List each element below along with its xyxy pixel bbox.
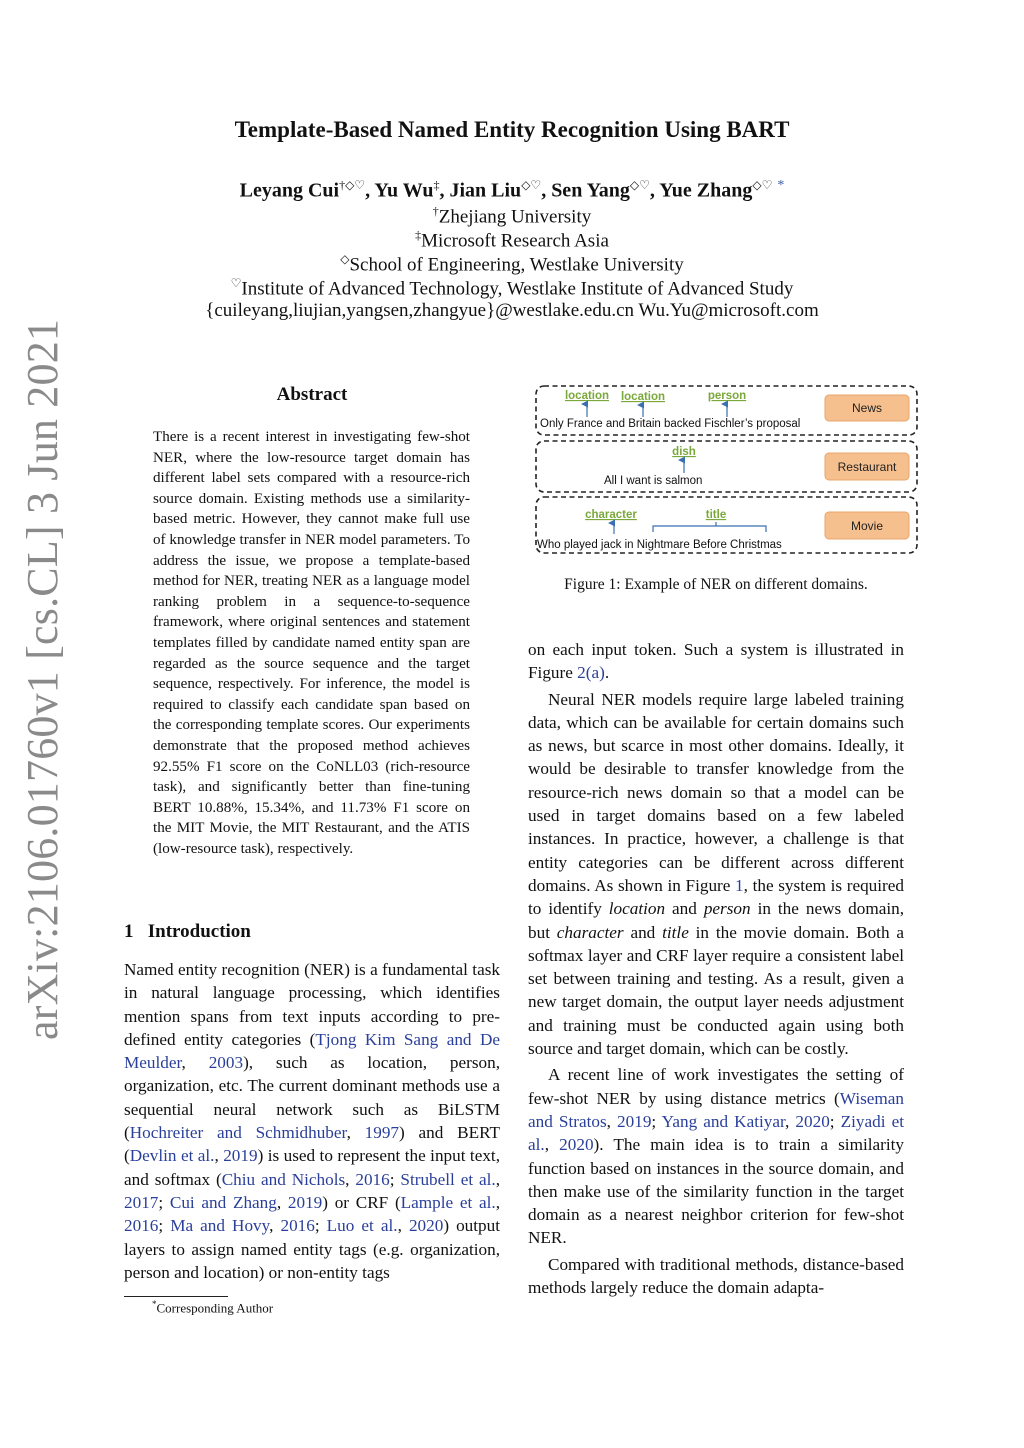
body-text: and	[665, 899, 704, 919]
paragraph	[528, 1063, 904, 1249]
body-text: ;	[651, 1111, 662, 1131]
figure-caption: Figure 1: Example of NER on different domains.	[564, 576, 868, 593]
domain-name: Movie	[850, 519, 884, 533]
entity-label: location	[620, 391, 666, 403]
citation-link[interactable]: Strubell et al.	[400, 1169, 496, 1189]
section-number: 1	[124, 921, 134, 942]
figure-1-diagram	[528, 380, 928, 560]
affiliation	[0, 204, 1024, 228]
body-text: ;	[314, 1216, 327, 1236]
body-text: ,	[269, 1216, 281, 1236]
span-bracket	[653, 526, 766, 532]
citation-link[interactable]: Hochreiter and Schmidhuber	[129, 1123, 347, 1143]
author-mark: ‡	[433, 178, 440, 192]
citation-link[interactable]: Tjong Kim Sang and De Meulder	[124, 1029, 500, 1073]
affiliation-mark: ◇	[340, 252, 350, 266]
author-mark: †◇♡	[339, 178, 366, 192]
affiliation-text: School of Engineering, Westlake University	[349, 254, 684, 276]
body-text: , the system is required to identify	[528, 875, 904, 919]
italic-term: character	[556, 922, 624, 942]
body-text: ) output layers to assign named entity tags (e.g. organization, person and location) or non-entity tags	[124, 1216, 501, 1282]
citation-link[interactable]: Devlin et al.	[129, 1146, 215, 1166]
italic-term: person	[703, 899, 751, 919]
paragraph	[528, 1253, 904, 1300]
author-mark: ◇♡	[521, 178, 542, 192]
paragraph	[528, 638, 904, 685]
citation-year-link[interactable]: 2020	[559, 1135, 594, 1155]
citation-year-link[interactable]: 2016	[124, 1216, 159, 1236]
italic-term: title	[662, 922, 689, 942]
citation-year-link[interactable]: 2019	[287, 1192, 323, 1212]
entity-label: character	[585, 509, 637, 521]
body-text: .	[604, 663, 610, 683]
affiliation-text: Institute of Advanced Technology, Westlake Institute of Advanced Study	[241, 278, 794, 300]
domain-name: Restaurant	[837, 460, 897, 474]
body-text: ,	[495, 1169, 501, 1189]
author-name: Sen Yang	[551, 179, 630, 202]
author-list: Leyang Cui†◇♡, Yu Wu‡, Jian Liu◇♡, Sen Yang◇♡, Yue Zhang◇♡ *	[239, 178, 785, 202]
body-text: ,	[785, 1111, 796, 1131]
right-column-text	[528, 638, 904, 1299]
citation-link[interactable]: Lample et al.	[400, 1192, 496, 1212]
section-title: Introduction	[147, 921, 251, 942]
body-text: ;	[829, 1111, 841, 1131]
author-emails: {cuileyang,liujian,yangsen,zhangyue}@westlake.edu.cn Wu.Yu@microsoft.com	[205, 300, 819, 321]
body-text: ,	[181, 1053, 209, 1073]
entity-label: person	[707, 390, 747, 402]
body-text: ) or CRF (	[322, 1192, 401, 1212]
paragraph	[528, 688, 904, 1061]
citation-year-link[interactable]: 2003	[208, 1053, 244, 1073]
affiliation	[0, 228, 1024, 252]
body-text: ,	[345, 1169, 356, 1189]
affiliation	[0, 276, 1024, 300]
affiliation	[0, 252, 1024, 276]
affiliation-mark: †	[432, 204, 439, 218]
body-text: Compared with traditional methods, distance-based methods largely reduce the domain adapta-	[528, 1254, 904, 1298]
citation-link[interactable]: Cui and Zhang	[169, 1192, 277, 1212]
body-text: Neural NER models require large labeled training data, which can be available for certain domains such as news, but scarce in most other domains. Ideally, it would be desirable to transfer knowledge from the resource-rich news domain so that a model can be used in target domains based on a few labeled instances. In practice, however, a challenge is that entity categories can be different across different domains. As shown in Figure	[528, 689, 904, 895]
entity-label: dish	[672, 446, 696, 458]
section-heading-introduction	[124, 921, 500, 943]
author-name: Yu Wu	[374, 179, 434, 202]
citation-link[interactable]: Wiseman and Stratos	[528, 1088, 904, 1131]
citation-year-link[interactable]: 2020	[795, 1111, 830, 1131]
citation-link[interactable]: Luo et al.	[326, 1216, 398, 1236]
citation-year-link[interactable]: 2020	[408, 1216, 444, 1236]
citation-year-link[interactable]: 2016	[355, 1169, 390, 1189]
body-text: ,	[397, 1216, 409, 1236]
citation-year-link[interactable]: 2019	[223, 1146, 258, 1166]
paper-title: Template-Based Named Entity Recognition Using BART	[234, 117, 790, 142]
body-text: ,	[346, 1123, 365, 1143]
affiliation-text: Microsoft Research Asia	[421, 230, 609, 252]
footnote-text: Corresponding Author	[156, 1300, 274, 1316]
body-text: ,	[495, 1192, 500, 1212]
citation-link[interactable]: Ziyadi et al.	[528, 1111, 905, 1155]
author-name: Jian Liu	[449, 179, 522, 202]
body-text: ;	[389, 1169, 401, 1189]
body-text: ), such as location, person, organization, etc. The current dominant methods use a sequential neural network such as BiLSTM (	[124, 1053, 501, 1143]
citation-link[interactable]: Ma and Hovy	[170, 1216, 270, 1236]
abstract-heading: Abstract	[276, 384, 348, 405]
citation-link[interactable]: Yang and Katiyar	[661, 1111, 786, 1131]
author-mark: ◇♡	[752, 178, 773, 192]
body-text: ) and BERT (	[124, 1123, 501, 1166]
citation-year-link[interactable]: 2016	[280, 1216, 315, 1236]
footnote-mark: *	[152, 1299, 157, 1309]
footnote-rule	[124, 1296, 228, 1297]
body-text: A recent line of work investigates the setting of few-shot NER by using distance metrics (	[528, 1065, 904, 1108]
citation-year-link[interactable]: 1997	[364, 1123, 400, 1143]
citation-year-link[interactable]: 2019	[617, 1111, 652, 1131]
affiliation-mark: ‡	[415, 228, 422, 242]
example-sentence: Only France and Britain backed Fischler’s proposal	[540, 418, 801, 430]
author-mark: ◇♡	[629, 178, 650, 192]
author-name: Yue Zhang	[659, 179, 753, 202]
body-text: ,	[606, 1111, 618, 1131]
affiliation-text: Zhejiang University	[438, 206, 592, 228]
arxiv-sidebar-stamp: arXiv:2106.01760v1 [cs.CL] 3 Jun 2021	[18, 318, 67, 1040]
entity-label: title	[705, 509, 727, 521]
body-text: ,	[214, 1146, 224, 1166]
body-text: in the news domain, but	[528, 899, 904, 942]
domain-name: News	[851, 401, 883, 415]
body-text: ). The main idea is to train a similarity function based on instances in the source domain, and then make use of the similarity function in the target domain as a nearest neighbor criterion for few-shot NER.	[528, 1135, 905, 1248]
corresponding-author-star[interactable]: *	[777, 178, 785, 193]
entity-label: location	[564, 390, 610, 402]
example-sentence: Who played jack in Nightmare Before Christmas	[537, 539, 782, 551]
figure-ref-link[interactable]: 1	[735, 875, 744, 895]
body-text: on each input token. Such a system is illustrated in Figure	[528, 640, 904, 683]
footnote	[152, 1299, 273, 1316]
body-text: ,	[276, 1192, 288, 1212]
affiliation-mark: ♡	[230, 276, 242, 290]
body-text: in the movie domain. Both a softmax layer and CRF layer require a consistent label set between training and testing. As a result, given a new target domain, the output layer needs adjustment and training must be conducted again using both source and target domain, which can be costly.	[528, 922, 904, 1059]
body-text: and	[623, 922, 663, 942]
italic-term: location	[608, 899, 666, 919]
intro-paragraph	[124, 958, 500, 1284]
citation-year-link[interactable]: 2017	[124, 1192, 159, 1212]
body-text: Named entity recognition (NER) is a fundamental task in natural language processing, which identifies mention spans from text inputs according to pre-defined entity categories (	[124, 960, 500, 1049]
abstract-body: There is a recent interest in investigating few-shot NER, where the low-resource target domain has different label sets compared with a resource-rich source domain. Existing methods use a similarity-based metric. However, they cannot make full use of knowledge transfer in NER model parameters. To address the issue, we propose a template-based method for NER, treating NER as a language model ranking problem in a sequence-to-sequence framework, where original sentences and statement templates filled by candidate named entity span are regarded as the source sequence and the target sequence, respectively. For inference, the model is required to classify each candidate span based on the corresponding template scores. Our experiments demonstrate that the proposed method achieves 92.55% F1 score on the CoNLL03 (rich-resource task), and significantly better than fine-tuning BERT 10.88%, 15.34%, and 11.73% F1 score on the MIT Movie, the MIT Restaurant, and the ATIS (low-resource task), respectively.	[153, 429, 470, 857]
author-name: Leyang Cui	[239, 179, 340, 202]
citation-link[interactable]: Chiu and Nichols	[221, 1169, 346, 1189]
example-sentence: All I want is salmon	[604, 475, 703, 487]
body-text: ;	[158, 1192, 170, 1212]
body-text: ;	[158, 1216, 171, 1236]
body-text: ,	[544, 1135, 560, 1155]
figure-ref-link[interactable]: 2(a)	[577, 663, 605, 683]
body-text: ) is used to represent the input text, and softmax (	[124, 1146, 500, 1189]
